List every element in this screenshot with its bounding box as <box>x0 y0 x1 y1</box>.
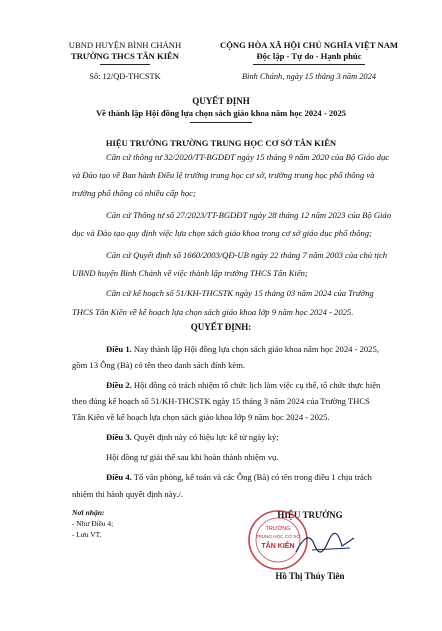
signature-scribble <box>292 530 362 560</box>
seal-text-mid: TRUNG HỌC CƠ SỞ <box>255 534 301 539</box>
article-4-line-1 <box>106 472 372 482</box>
signer-title: HIỆU TRƯỞNG <box>277 510 343 520</box>
signer-name: Hồ Thị Thúy Tiên <box>275 571 345 581</box>
basis-2-line-2: dục và Đào tạo quy định việc lựa chọn sách giáo khoa trong cơ sở giáo dục phổ thông; <box>72 228 372 238</box>
basis-3-line-2: UBND huyện Bình Chánh về việc thành lập trường THCS Tân Kiên; <box>72 268 308 278</box>
seal-text-name: TÂN KIÊN <box>261 543 295 550</box>
article-1-line-1 <box>106 344 379 354</box>
basis-1-line-2: và Đào tạo về Ban hành Điều lệ trường trung học cơ sở, trường trung học phổ thông và <box>72 170 375 180</box>
doc-number: Số: 12/QĐ-THCSTK <box>89 72 161 81</box>
org-line2: TRƯỜNG THCS TÂN KIÊN <box>70 51 179 61</box>
article-1-line-2: gồm 13 Ông (Bà) có tên theo danh sách đính kèm. <box>72 360 246 370</box>
authority-heading: HIỆU TRƯỞNG TRƯỜNG TRUNG HỌC CƠ SỞ TÂN KIÊN <box>105 138 337 148</box>
article-1-text: Nay thành lập Hội đồng lựa chọn sách giáo khoa năm học 2024 - 2025, <box>131 344 379 354</box>
basis-4-line-1: Căn cứ kế hoạch số 51/KH-THCSTK ngày 15 tháng 03 năm 2024 của Trường <box>106 288 374 298</box>
article-2-label: Điều 2. <box>106 380 132 390</box>
seal-text-top: TRƯỜNG <box>265 526 291 532</box>
article-2-line-3: Tân Kiên về kế hoạch lựa chọn sách giáo khoa lớp 9 năm học 2024 - 2025. <box>72 412 330 422</box>
article-4-line-2: nhiệm thi hành quyết định này./. <box>72 489 183 499</box>
article-3-text: Quyết định này có hiệu lực kể từ ngày ký; <box>131 432 279 442</box>
article-4-text: Tổ văn phòng, kế toán và các Ông (Bà) có tên trong điều 1 chịu trách <box>131 472 372 482</box>
doc-subject: Về thành lập Hội đồng lựa chọn sách giáo khoa năm học 2024 - 2025 <box>95 108 347 118</box>
subject-underline <box>190 122 252 123</box>
place-date: Bình Chánh, ngày 15 tháng 3 năm 2024 <box>242 72 376 81</box>
article-3-label: Điều 3. <box>106 432 132 442</box>
nation-motto: Độc lập - Tự do - Hạnh phúc <box>256 51 362 61</box>
org-underline <box>100 64 150 65</box>
article-4-label: Điều 4. <box>106 472 132 482</box>
recipient-item-1: - Như Điều 4; <box>72 519 114 528</box>
article-2-line-1 <box>106 380 380 390</box>
basis-4-line-2: THCS Tân Kiên về kế hoạch lựa chọn sách giáo khoa lớp 9 năm học 2024 - 2025. <box>72 307 354 317</box>
basis-1-line-1: Căn cứ thông tư 32/2020/TT-BGDĐT ngày 15 tháng 9 năm 2020 của Bộ Giáo dục <box>106 152 390 162</box>
dissolve-note: Hội đồng tự giải thể sau khi hoàn thành nhiệm vụ. <box>106 452 279 462</box>
recipients-heading: Nơi nhận: <box>72 508 105 517</box>
article-3-line-1 <box>106 432 279 442</box>
decision-heading: QUYẾT ĐỊNH: <box>190 322 252 332</box>
article-2-text: Hội đồng có trách nhiệm tổ chức lịch làm việc cụ thể, tổ chức thực hiện <box>131 380 381 390</box>
org-line1: UBND HUYỆN BÌNH CHÁNH <box>68 40 182 50</box>
doc-type-title: QUYẾT ĐỊNH <box>192 96 250 106</box>
nation-title: CỘNG HÒA XÃ HỘI CHỦ NGHĨA VIỆT NAM <box>219 40 399 50</box>
basis-3-line-1: Căn cứ Quyết định số 1660/2003/QĐ-UB ngày 22 tháng 7 năm 2003 của chủ tịch <box>106 250 388 260</box>
article-1-label: Điều 1. <box>106 344 132 354</box>
motto-underline <box>253 64 365 65</box>
article-2-line-2: theo đúng kế hoạch số 51/KH-THCSTK ngày 15 tháng 3 năm 2024 của Trường THCS <box>72 396 370 406</box>
basis-2-line-1: Căn cứ Thông tư số 27/2023/TT-BGDĐT ngày 28 tháng 12 năm 2023 của Bộ Giáo <box>106 210 392 220</box>
basis-1-line-3: trường phổ thông có nhiều cấp học; <box>72 188 196 198</box>
recipient-item-2: - Lưu VT. <box>72 530 102 539</box>
